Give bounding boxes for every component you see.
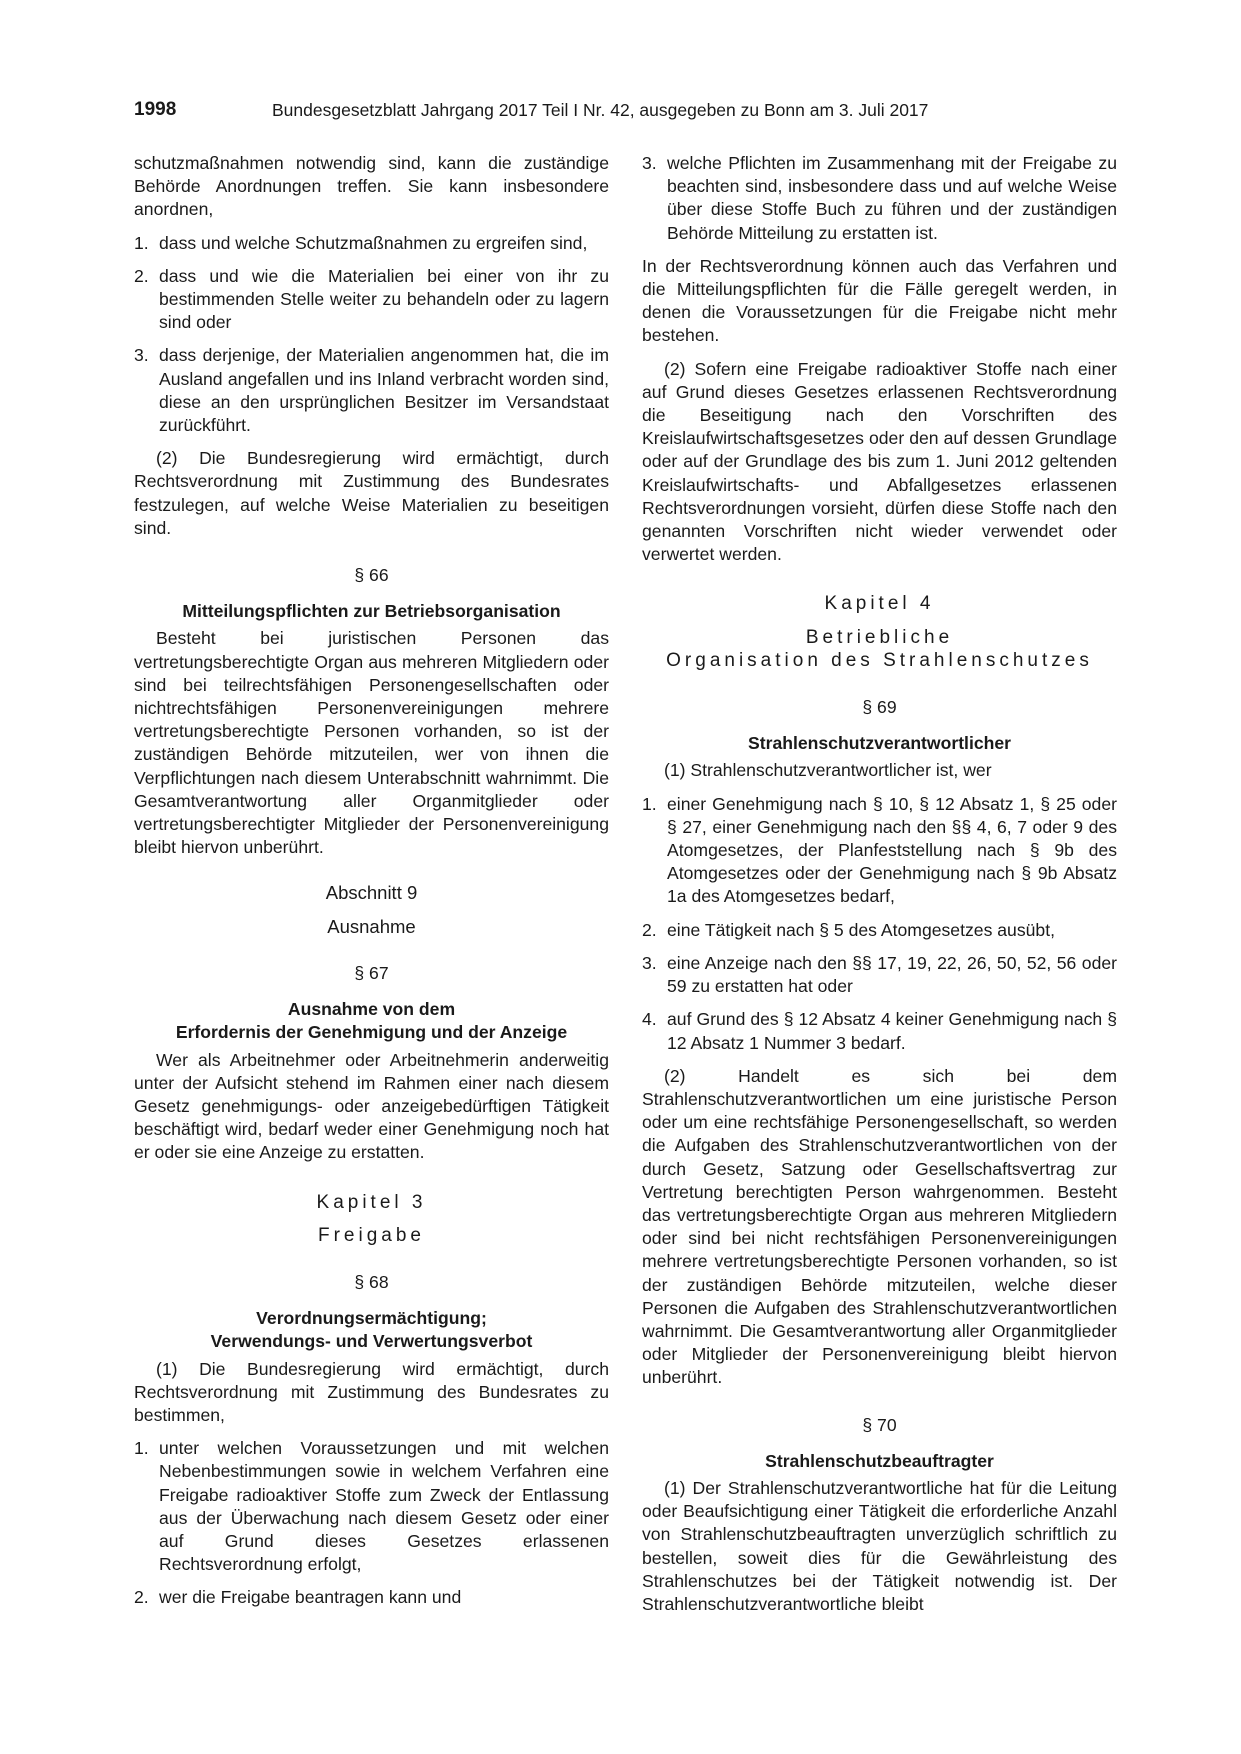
list-item xyxy=(134,1437,609,1576)
section-68-list xyxy=(134,1437,609,1609)
section-67-title xyxy=(134,998,609,1044)
list-item-number: 1. xyxy=(642,793,657,814)
kapitel-4-title-line-1: Betriebliche xyxy=(805,626,954,648)
list-item-number: 3. xyxy=(642,153,657,173)
section-67-title-line-2: Erfordernis der Genehmigung und der Anzeige xyxy=(175,1022,568,1043)
abschnitt-heading: Abschnitt 9 xyxy=(325,882,418,904)
page-number: 1998 xyxy=(134,99,177,120)
kapitel-4-title-line-2: Organisation des Strahlenschutzes xyxy=(666,649,1093,671)
section-69-title: Strahlenschutzverantwortlicher xyxy=(748,733,1011,754)
section-69-paragraph-1: (1) Strahlenschutzverantwortlicher ist, wer xyxy=(664,760,992,781)
list-item xyxy=(642,919,1117,942)
list-item-number: 1. xyxy=(134,1438,149,1459)
list-item-text: eine Tätigkeit nach § 5 des Atomgesetzes ausübt, xyxy=(667,919,1055,940)
section-68-number: § 68 xyxy=(354,1271,389,1292)
list-item-number: 4. xyxy=(642,1009,657,1030)
paragraph-2: (2) Die Bundesregierung wird ermächtigt, durch Rechtsverordnung mit Zustimmung des Bundesrates festzulegen, auf welche Weise Materialien zu beseitigen sind. xyxy=(134,448,609,538)
intro-paragraph: schutzmaßnahmen notwendig sind, kann die zuständige Behörde Anordnungen treffen. Sie kann insbesondere anordnen, xyxy=(134,153,609,220)
list-item-text: eine Anzeige nach den §§ 17, 19, 22, 26, 50, 52, 56 oder 59 zu erstatten hat oder xyxy=(667,952,1117,997)
list-item-number: 2. xyxy=(134,265,149,286)
right-column xyxy=(642,152,1117,1616)
list-item-text: auf Grund des § 12 Absatz 4 keiner Genehmigung nach § 12 Absatz 1 Nummer 3 bedarf. xyxy=(667,1009,1117,1053)
list-item xyxy=(642,952,1117,998)
list-item-number: 3. xyxy=(134,345,149,366)
kapitel-4-heading: Kapitel 4 xyxy=(824,593,935,615)
section-67-title-line-1: Ausnahme von dem xyxy=(287,999,456,1020)
section-68-title-line-2: Verwendungs- und Verwertungsverbot xyxy=(210,1331,533,1352)
list-item-number: 1. xyxy=(134,232,149,253)
section-68-title-line-1: Verordnungsermächtigung; xyxy=(256,1308,487,1329)
list-item xyxy=(642,1008,1117,1054)
kapitel-3-heading: Kapitel 3 xyxy=(316,1191,427,1213)
section-70-paragraph-1: (1) Der Strahlenschutzverantwortliche hat für die Leitung oder Beaufsichtigung einer Tätigkeit die erforderliche Anzahl von Strahlenschutzbeauftragten unverzüglich schriftlich zu bestellen, soweit dies für die Gewährleistung des Strahlenschutzes bei der Tätigkeit notwendig ist. Der Strahlenschutzverantwortliche bleibt xyxy=(642,1477,1117,1614)
section-68-title xyxy=(134,1307,609,1353)
list-item-text: welche Pflichten im Zusammenhang mit der Freigabe zu beachten sind, insbesondere dass und auf welche Weise über diese Stoffe Buch zu führen und der zuständigen Behörde Mitteilung zu erstatten ist. xyxy=(667,153,1117,243)
section-68-list-continued xyxy=(642,152,1117,245)
section-68-paragraph-2: (2) Sofern eine Freigabe radioaktiver Stoffe nach einer auf Grund dieses Gesetzes erlassenen Rechtsverordnung die Beseitigung nach den Vorschriften des Kreislaufwirtschaftsgesetzes oder den auf dessen Grundlage oder auf der Grundlage des bis zum 1. Juni 2012 geltenden Kreislaufwirtschafts- und Abfallgesetzes erlassenen Rechtsverordnungen vorsieht, dürfen diese Stoffe nach den genannten Vorschriften nicht wieder verwendet oder verwertet werden. xyxy=(642,358,1117,565)
running-title: Bundesgesetzblatt Jahrgang 2017 Teil I Nr. 42, ausgegeben zu Bonn am 3. Juli 2017 xyxy=(272,100,929,120)
list-item-number: 2. xyxy=(642,919,657,940)
section-67-text: Wer als Arbeitnehmer oder Arbeitnehmerin anderweitig unter der Aufsicht stehend im Rahmen einer nach diesem Gesetz genehmigungs- oder anzeigebedürftigen Tätigkeit beschäftigt wird, bedarf weder einer Genehmigung noch hat er oder sie eine Anzeige zu erstatten. xyxy=(134,1049,609,1163)
section-69-list xyxy=(642,793,1117,1055)
section-67-number: § 67 xyxy=(354,962,389,983)
section-70-number: § 70 xyxy=(862,1414,897,1435)
list-item-number: 3. xyxy=(642,952,657,973)
section-69-paragraph-2: (2) Handelt es sich bei dem Strahlenschutzverantwortlichen um eine juristische Person oder um eine rechtsfähige Personengesellschaft, so werden die Aufgaben des Strahlenschutzverantwortlichen von der durch Gesetz, Satzung oder Gesellschaftsvertrag zur Vertretung berechtigten Person wahrgenommen. Besteht das vertretungsberechtigte Organ aus mehreren Mitgliedern oder sind bei nicht rechtsfähigen Personenvereinigungen mehrere vertretungsberechtigte Personen vorhanden, so ist der zuständigen Behörde mitzuteilen, welche dieser Personen die Aufgaben des Strahlenschutzverantwortlichen wahrnimmt. Die Gesamtverantwortung aller Organmitglieder oder Mitglieder der Personenvereinigung bleibt hiervon unberührt. xyxy=(642,1065,1117,1388)
list-item-text: dass derjenige, der Materialien angenommen hat, die im Ausland angefallen und ins Inland verbracht worden sind, diese an den ursprünglichen Besitzer im Versandstaat zurückführt. xyxy=(159,345,609,436)
list-item-text: einer Genehmigung nach § 10, § 12 Absatz 1, § 25 oder § 27, einer Genehmigung nach den §§ 4, 6, 7 oder 9 des Atomgesetzes, der Planfeststellung nach § 9b des Atomgesetzes oder der Genehmigung nach § 9b Absatz 1a des Atomgesetzes bedarf, xyxy=(667,793,1117,907)
list-item xyxy=(134,265,609,335)
intro-list xyxy=(134,232,609,438)
section-70-title: Strahlenschutzbeauftragter xyxy=(765,1450,994,1471)
list-item xyxy=(134,344,609,437)
list-item-text: dass und wie die Materialien bei einer von ihr zu bestimmenden Stelle weiter zu behandeln oder zu lagern sind oder xyxy=(159,265,609,333)
list-item xyxy=(134,1586,609,1609)
list-item-number: 2. xyxy=(134,1587,149,1608)
section-68-after-list: In der Rechtsverordnung können auch das Verfahren und die Mitteilungspflichten für die Fälle geregelt werden, in denen die Voraussetzungen für die Freigabe nicht mehr bestehen. xyxy=(642,255,1117,346)
list-item xyxy=(642,793,1117,909)
abschnitt-title: Ausnahme xyxy=(327,915,416,937)
section-66-title: Mitteilungspflichten zur Betriebsorganisation xyxy=(182,601,561,622)
page-header xyxy=(134,99,1119,123)
section-68-paragraph-1: (1) Die Bundesregierung wird ermächtigt, durch Rechtsverordnung mit Zustimmung des Bundesrates zu bestimmen, xyxy=(134,1358,609,1425)
kapitel-3-title: Freigabe xyxy=(318,1224,425,1246)
list-item xyxy=(134,232,609,255)
section-66-text: Besteht bei juristischen Personen das vertretungsberechtigte Organ aus mehreren Mitgliedern oder sind bei teilrechtsfähigen Personengesellschaften oder nichtrechtsfähigen Personenvereinigungen mehrere vertretungsberechtigte Personen vorhanden, so ist der zuständigen Behörde mitzuteilen, wer von ihnen die Verpflichtungen nach diesem Unterabschnitt wahrnimmt. Die Gesamtverantwortung aller Organmitglieder oder vertretungsberechtigter Mitglieder der Personenvereinigung bleibt hiervon unberührt. xyxy=(134,628,609,858)
list-item xyxy=(642,152,1117,245)
list-item-text: dass und welche Schutzmaßnahmen zu ergreifen sind, xyxy=(159,232,588,253)
list-item-text: wer die Freigabe beantragen kann und xyxy=(159,1587,462,1608)
section-69-number: § 69 xyxy=(862,697,897,718)
left-column xyxy=(134,152,609,1610)
list-item-text: unter welchen Voraussetzungen und mit welchen Nebenbestimmungen sowie in welchem Verfahren eine Freigabe radioaktiver Stoffe zum Zweck der Entlassung aus der Überwachung nach diesem Gesetz oder einer auf Grund dieses Gesetzes erlassenen Rechtsverordnung erfolgt, xyxy=(159,1438,609,1575)
section-66-number: § 66 xyxy=(354,565,389,586)
